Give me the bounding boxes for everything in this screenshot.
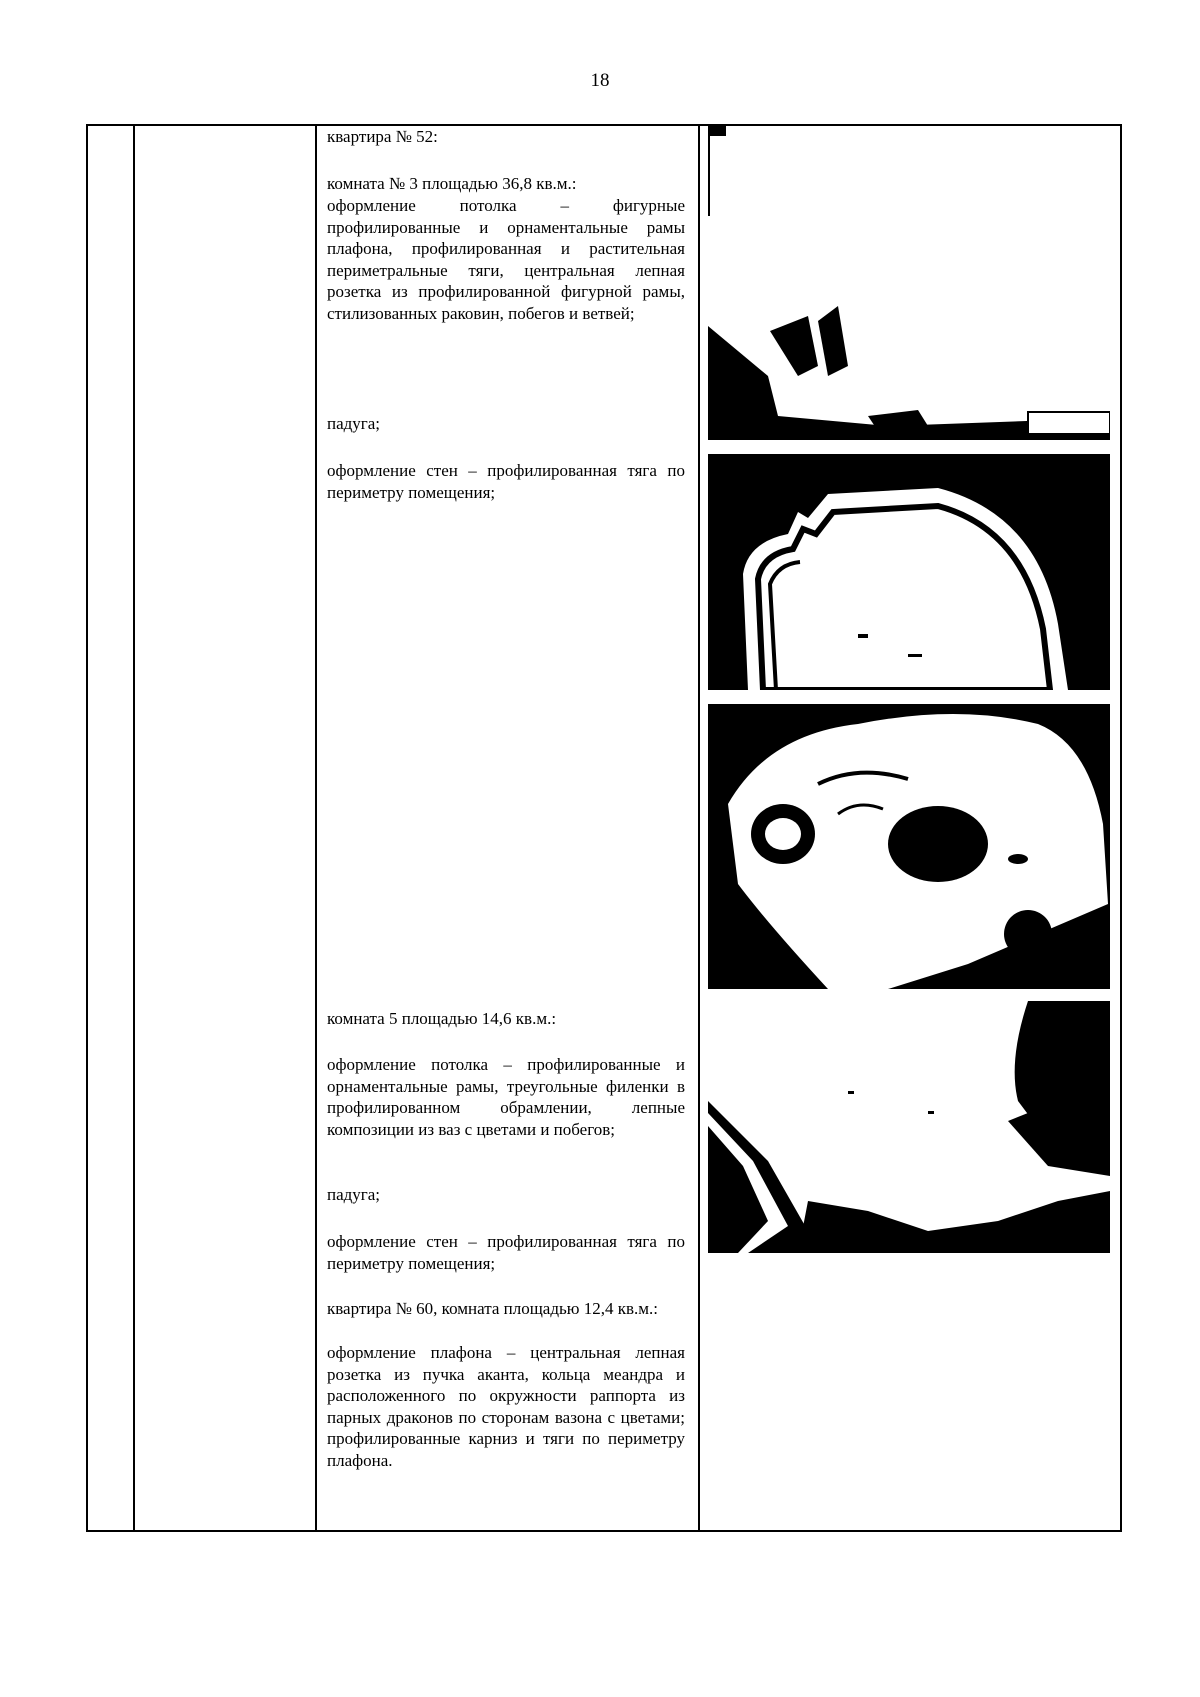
room-3-walls: оформление стен – профилированная тяга по периметру помещения;	[327, 461, 685, 502]
column-divider-1	[133, 124, 135, 1532]
photo-ceiling-frame	[708, 454, 1110, 690]
photo-ceiling-corner	[708, 126, 1110, 440]
room-5-walls: оформление стен – профилированная тяга по периметру помещения;	[327, 1232, 685, 1273]
photo-ceiling-room5	[708, 1001, 1110, 1253]
apartment-52-heading: квартира № 52:	[327, 127, 438, 146]
room-3-ceiling: оформление потолка – фигурные профилированные и орнаментальные рамы плафона, профилированная и растительная периметральные тяги, центральная лепная розетка из профилированной фигурной рамы, стилизованных раковин, побегов и ветвей;	[327, 196, 685, 323]
room-3-heading: комната № 3 площадью 36,8 кв.м.:	[327, 174, 577, 193]
room-5-heading: комната 5 площадью 14,6 кв.м.:	[327, 1009, 557, 1028]
ceiling-corner-photo-icon	[708, 126, 1110, 440]
column-divider-3	[698, 124, 700, 1532]
room-5-ceiling: оформление потолка – профилированные и орнаментальные рамы, треугольные филенки в профилированном обрамлении, лепные композиции из ваз с цветами и побегов;	[327, 1055, 685, 1139]
room-5-padug: падуга;	[327, 1185, 381, 1204]
apartment-60-heading: квартира № 60, комната площадью 12,4 кв.м.:	[327, 1299, 658, 1318]
page-number: 18	[590, 70, 610, 91]
apartment-60-plafond: оформление плафона – центральная лепная розетка из пучка аканта, кольца меандра и расположенного по окружности раппорта из парных драконов по сторонам вазона с цветами; профилированные карниз и тяги по периметру плафона.	[327, 1343, 685, 1470]
photo-ceiling-rosette	[708, 704, 1110, 989]
column-divider-2	[315, 124, 317, 1532]
ceiling-room5-photo-icon	[708, 1001, 1110, 1253]
ceiling-rosette-photo-icon	[708, 704, 1110, 989]
ceiling-frame-photo-icon	[708, 454, 1110, 690]
room-3-padug: падуга;	[327, 414, 381, 433]
